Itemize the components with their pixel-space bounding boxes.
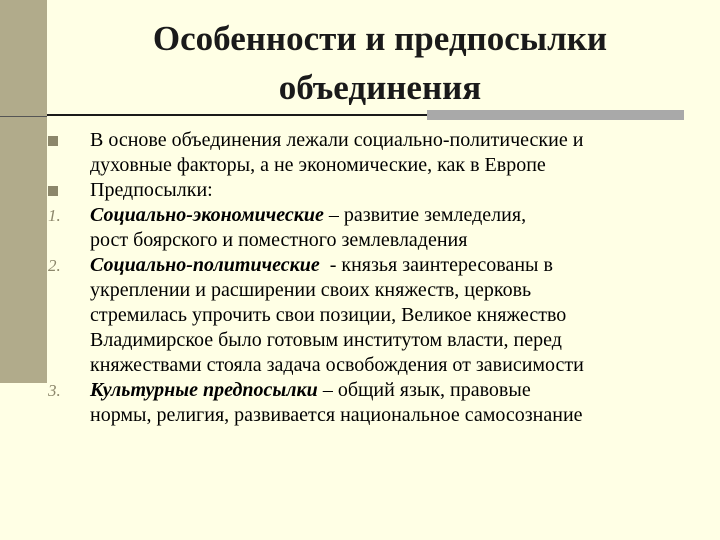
item-line	[90, 378, 700, 403]
square-bullet-icon	[48, 136, 58, 146]
title-line-2: объединения	[278, 68, 482, 107]
list-number: 1.	[48, 206, 61, 225]
item-line: стремилась упрочить свои позиции, Великое княжество	[90, 304, 567, 326]
item-line: укреплении и расширении своих княжеств, церковь	[90, 279, 532, 301]
item-line: В основе объединения лежали социально-политические и	[90, 129, 584, 151]
item-line: рост боярского и поместного землевладения	[90, 229, 468, 251]
list-item	[0, 253, 720, 378]
item-line: нормы, религия, развивается национальное самосознание	[90, 404, 583, 426]
title-line-1: Особенности и предпосылки	[152, 19, 608, 58]
list-item	[0, 378, 720, 428]
list-number: 2.	[48, 256, 61, 275]
item-rest: – развитие земледелия,	[323, 204, 527, 226]
bullet-marker	[48, 128, 78, 153]
item-line: Предпосылки:	[90, 179, 213, 201]
list-item	[0, 178, 720, 203]
title-divider-dark	[47, 114, 427, 116]
item-line: княжествами стояла задача освобождения от зависимости	[90, 354, 584, 376]
item-rest: – общий язык, правовые	[317, 379, 531, 401]
item-rest: - князья заинтересованы в	[319, 254, 553, 276]
item-emphasis: Социально-экономические	[90, 204, 324, 226]
item-line: Владимирское было готовым институтом власти, перед	[90, 329, 562, 351]
item-emphasis: Социально-политические	[90, 254, 320, 276]
list-item	[0, 128, 720, 178]
item-line	[90, 253, 700, 278]
title-divider-gray	[427, 110, 684, 120]
slide-body	[0, 128, 720, 428]
item-line	[90, 203, 700, 228]
slide-title	[60, 14, 700, 112]
item-emphasis: Культурные предпосылки	[90, 379, 318, 401]
bullet-marker	[48, 178, 78, 203]
list-number: 3.	[48, 381, 61, 400]
square-bullet-icon	[48, 186, 58, 196]
title-divider-thin	[0, 116, 47, 117]
list-item	[0, 203, 720, 253]
item-line: духовные факторы, а не экономические, как в Европе	[90, 154, 546, 176]
